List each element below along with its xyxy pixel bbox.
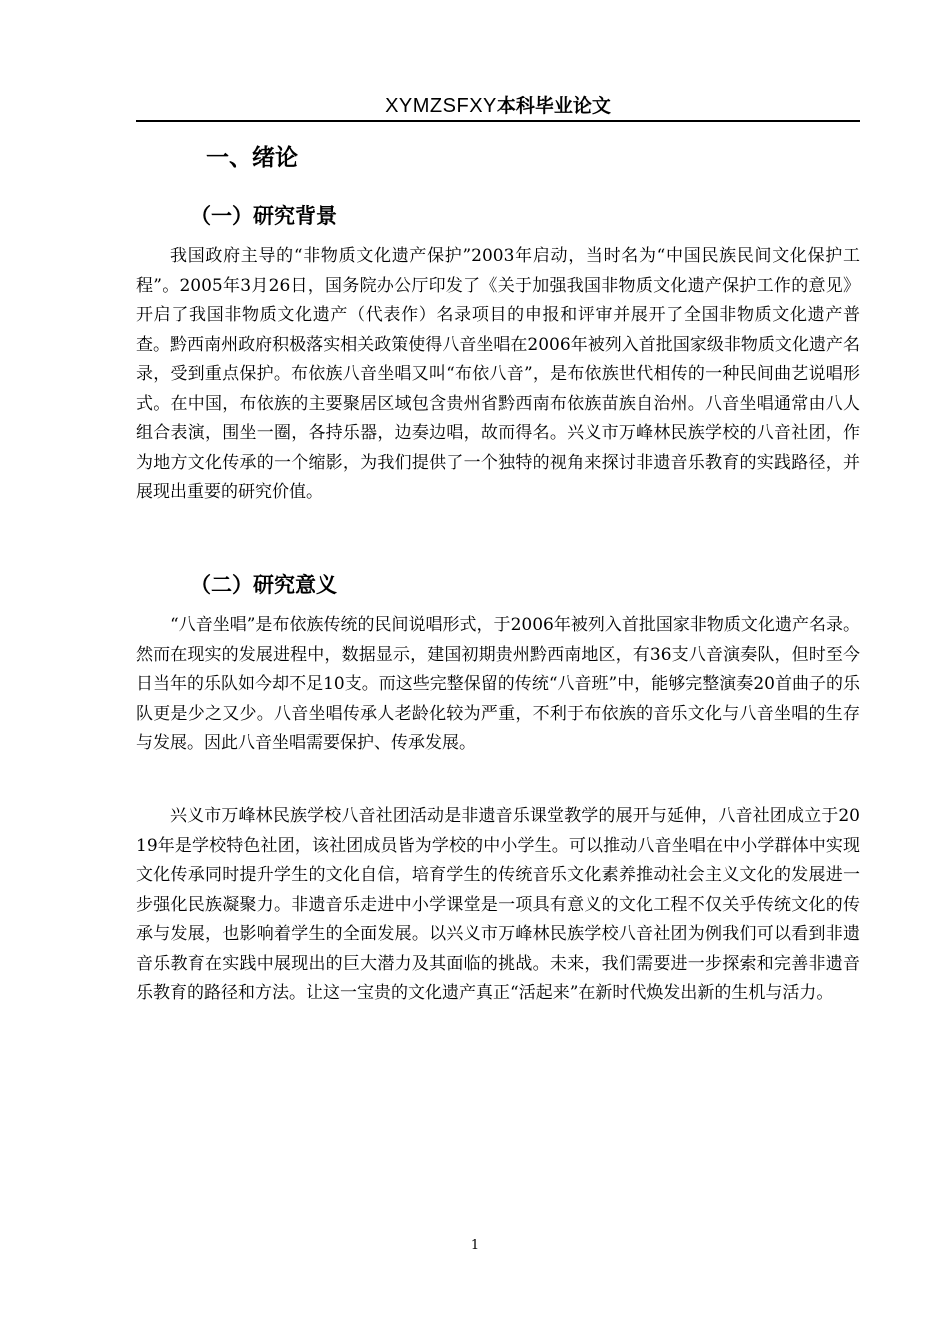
section-title-background: （一）研究背景 bbox=[190, 204, 337, 228]
header-divider bbox=[136, 120, 860, 122]
page-header bbox=[136, 92, 860, 118]
paragraph-background: 我国政府主导的“非物质文化遗产保护”2003年启动，当时名为“中国民族民间文化保护工程”。2005年3月26日，国务院办公厅印发了《关于加强我国非物质文化遗产保护工作的意见》开启了我国非物质文化遗产（代表作）名录项目的申报和评审并展开了全国非物质文化遗产普查。黔西南州政府积极落实相关政策使得八音坐唱在2006年被列入首批国家级非物质文化遗产名录，受到重点保护。布依族八音坐唱又叫“布依八音”，是布依族世代相传的一种民间曲艺说唱形式。在中国，布依族的主要聚居区域包含贵州省黔西南布依族苗族自治州。八音坐唱通常由八人组合表演，围坐一圈，各持乐器，边奏边唱，故而得名。兴义市万峰林民族学校的八音社团，作为地方文化传承的一个缩影，为我们提供了一个独特的视角来探讨非遗音乐教育的实践路径，并展现出重要的研究价值。 bbox=[136, 246, 860, 502]
page-number: 1 bbox=[470, 1238, 480, 1253]
header-code: XYMZSFXY bbox=[385, 95, 497, 117]
section-title-significance: （二）研究意义 bbox=[190, 573, 337, 597]
paragraph-significance-2: 兴义市万峰林民族学校八音社团活动是非遗音乐课堂教学的展开与延伸，八音社团成立于2019年是学校特色社团，该社团成员皆为学校的中小学生。可以推动八音坐唱在中小学群体中实现文化传承同时提升学生的文化自信，培育学生的传统音乐文化素养推动社会主义文化的发展进一步强化民族凝聚力。非遗音乐走进中小学课堂是一项具有意义的文化工程不仅关乎传统文化的传承与发展，也影响着学生的全面发展。以兴义市万峰林民族学校八音社团为例我们可以看到非遗音乐教育在实践中展现出的巨大潜力及其面临的挑战。未来，我们需要进一步探索和完善非遗音乐教育的路径和方法。让这一宝贵的文化遗产真正“活起来”在新时代焕发出新的生机与活力。 bbox=[136, 806, 860, 1003]
header-label: 本科毕业论文 bbox=[496, 95, 611, 117]
chapter-title: 一、绪论 bbox=[206, 145, 298, 171]
paragraph-significance-1: “八音坐唱”是布依族传统的民间说唱形式，于2006年被列入首批国家非物质文化遗产名录。然而在现实的发展进程中，数据显示，建国初期贵州黔西南地区，有36支八音演奏队，但时至今日当年的乐队如今却不足10支。而这些完整保留的传统“八音班”中，能够完整演奏20首曲子的乐队更是少之又少。八音坐唱传承人老龄化较为严重，不利于布依族的音乐文化与八音坐唱的生存与发展。因此八音坐唱需要保护、传承发展。 bbox=[136, 615, 860, 753]
